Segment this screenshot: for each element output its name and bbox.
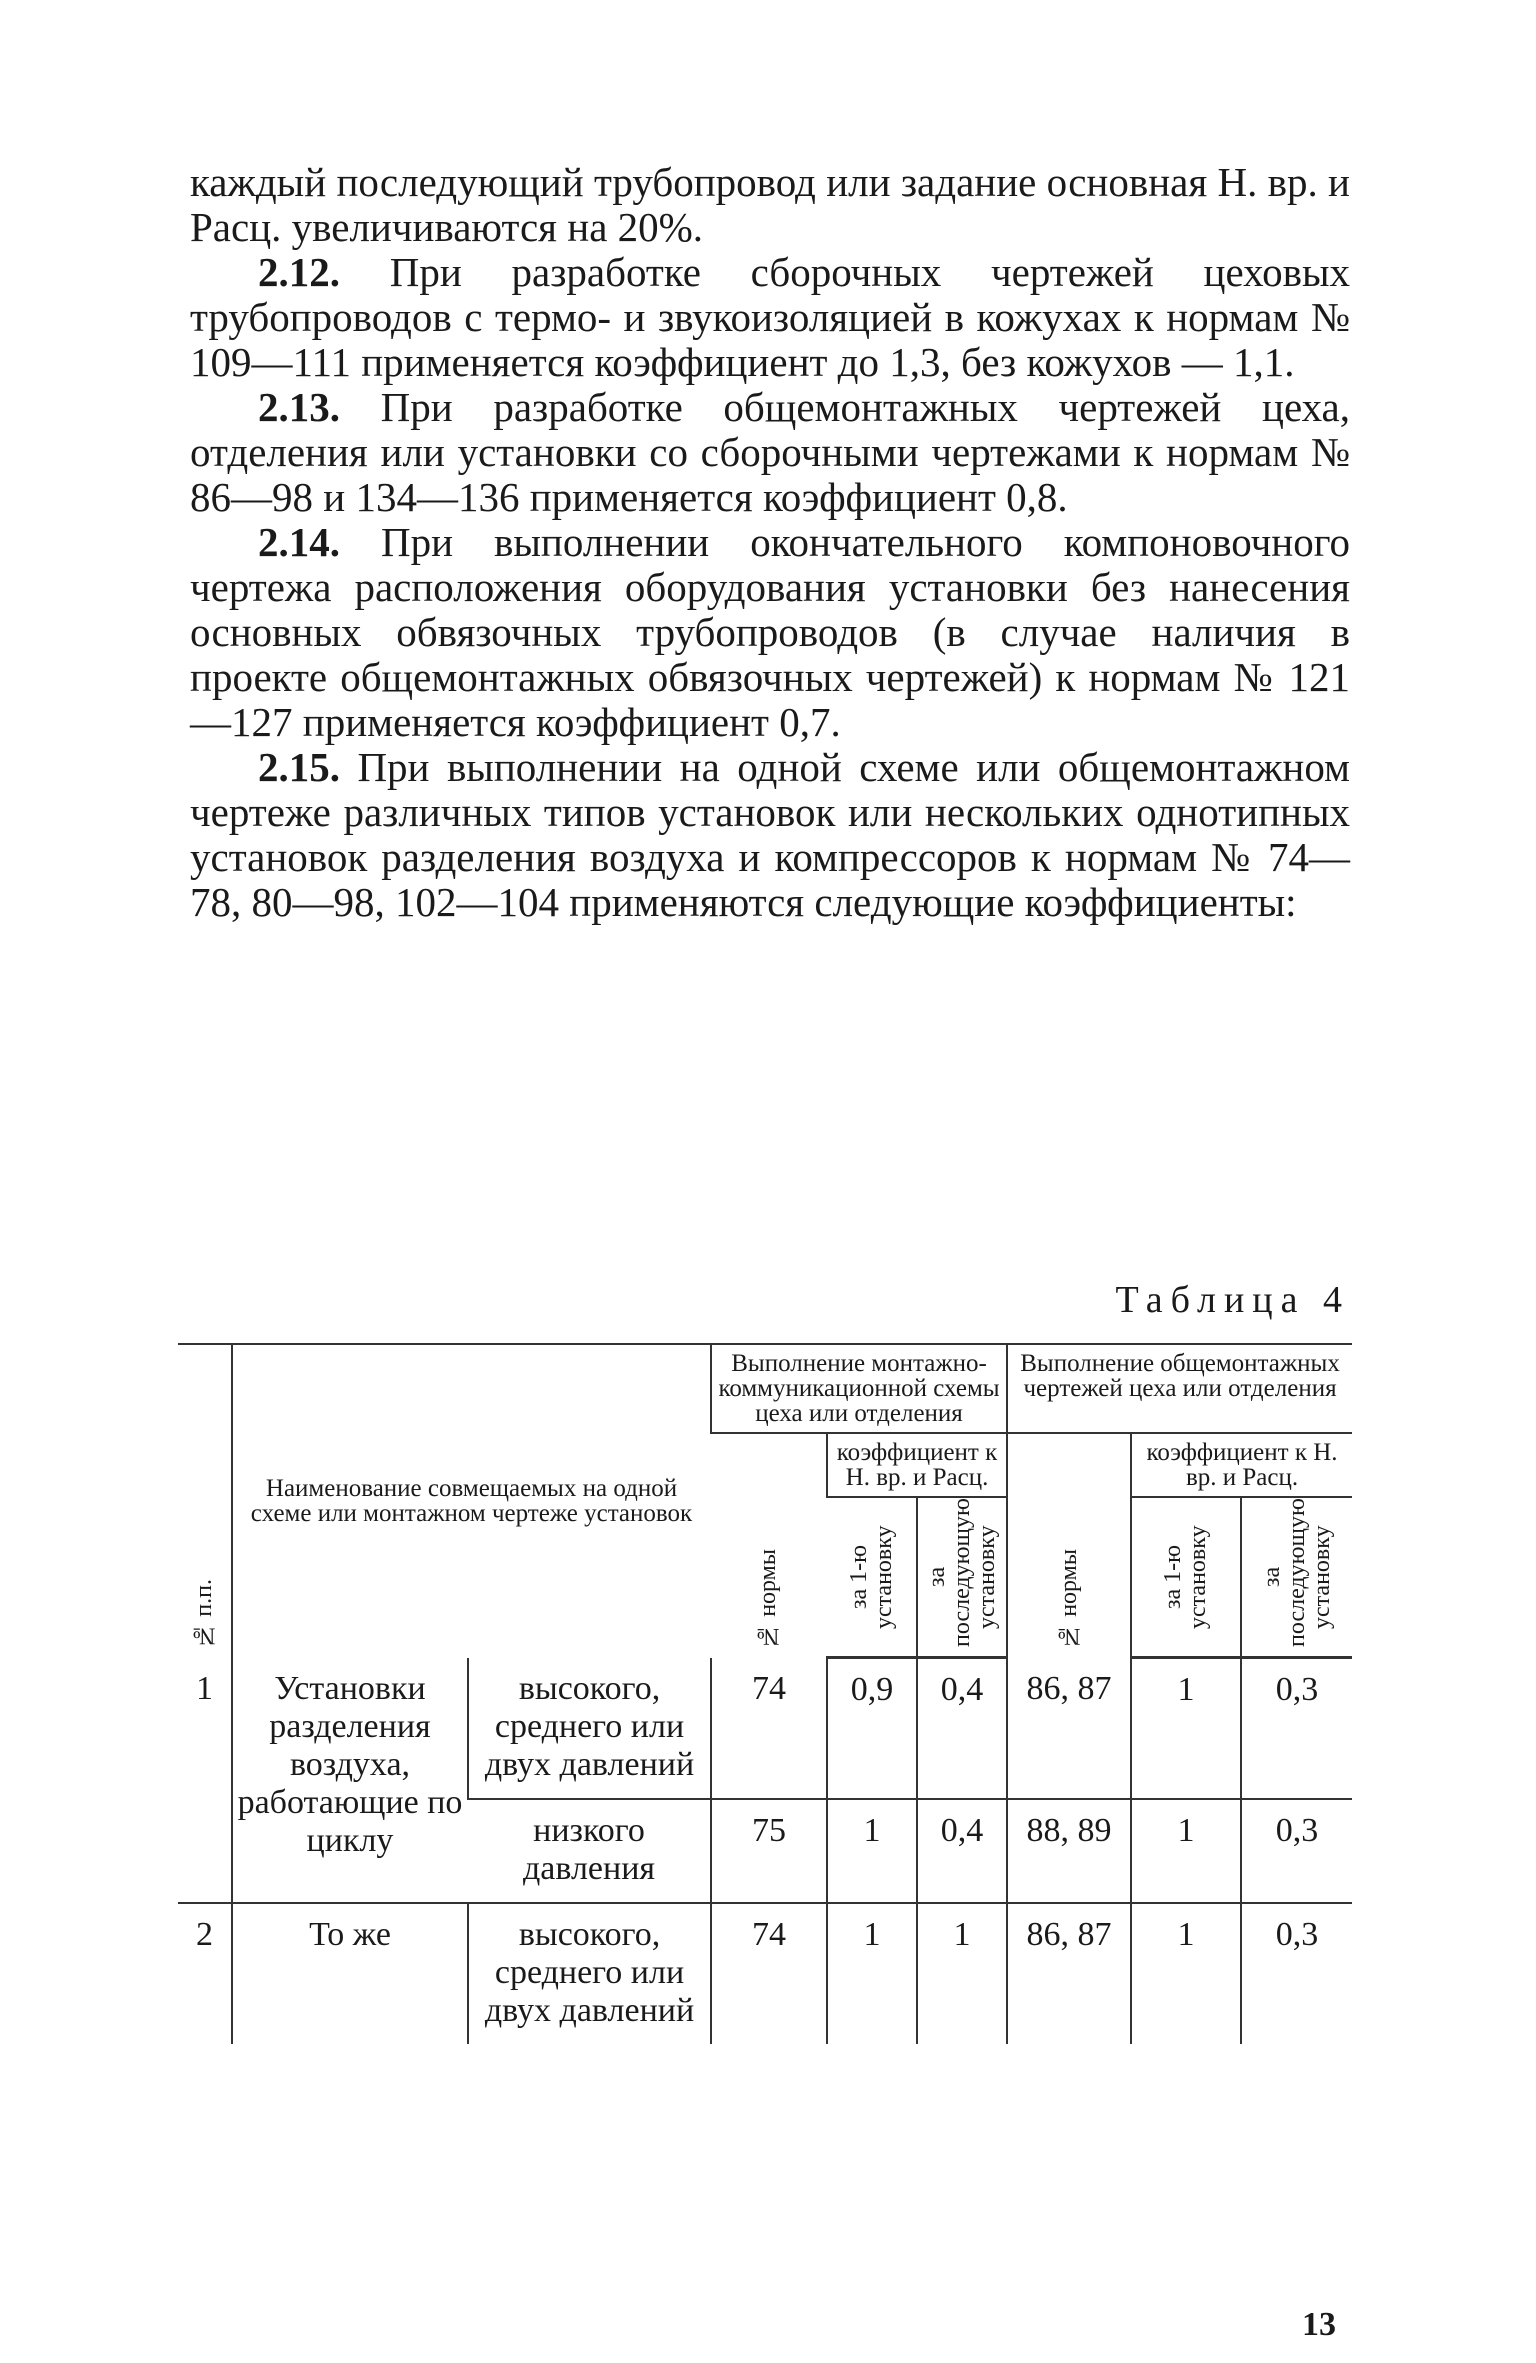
clause-number: 2.14. [258, 519, 340, 565]
pressure-type: высокого, среднего или двух давлений [468, 1903, 711, 2044]
installation-name: То же [232, 1903, 468, 2044]
norm-number-1: 75 [711, 1799, 827, 1903]
pressure-type: высокого, среднего или двух давлений [468, 1658, 711, 1799]
clause-text: При разработке сборочных чертежей цеховых трубопроводов с термо- и звукоизоляцией в кожухах к нормам № 109—111 применяется коэффициент до 1,3, без кожухов — 1,1. [190, 249, 1351, 385]
norm-number-2: 88, 89 [1007, 1799, 1131, 1903]
coef-first-2: 1 [1131, 1658, 1241, 1799]
header-group-scheme: Выполнение монтажно-коммуникационной схемы цеха или отделения [711, 1344, 1007, 1433]
table-row [178, 1658, 1352, 1799]
header-first-installation-1: за 1-ю установку [827, 1497, 917, 1658]
header-next-installation-2: за последующую установку [1241, 1497, 1352, 1658]
clause-number: 2.12. [258, 249, 340, 295]
coef-next-2: 0,3 [1241, 1799, 1352, 1903]
header-coefficient-1: коэффициент к Н. вр. и Расц. [827, 1433, 1007, 1497]
coef-first-2: 1 [1131, 1903, 1241, 2044]
header-next-installation-1: за последующую установку [917, 1497, 1007, 1658]
norm-number-2: 86, 87 [1007, 1903, 1131, 2044]
pressure-type: низкого давления [468, 1799, 711, 1903]
clause-text: При разработке общемонтажных чертежей цеха, отделения или установки со сборочными чертежами к нормам № 86—98 и 134—136 применяется коэффициент 0,8. [190, 384, 1351, 520]
table-caption: Таблица 4 [1115, 1279, 1350, 1321]
header-group-drawings: Выполнение общемонтажных чертежей цеха или отделения [1007, 1344, 1352, 1433]
header-norm-number-1: № нормы [711, 1433, 827, 1658]
installation-name: Установки разделения воздуха, работающие по циклу [232, 1658, 468, 1903]
norm-number-1: 74 [711, 1903, 827, 2044]
body-text [190, 160, 1350, 925]
page [190, 159, 1351, 2343]
coefficients-table [178, 1343, 1352, 2044]
header-coefficient-2: коэффициент к Н. вр. и Расц. [1131, 1433, 1352, 1497]
coef-first-1: 0,9 [827, 1658, 917, 1799]
page-number: 13 [1302, 2306, 1336, 2343]
paragraph-continuation: каждый последующий трубопровод или задание основная Н. вр. и Расц. увеличиваются на 20%. [190, 159, 1350, 250]
clause-number: 2.15. [258, 744, 340, 790]
norm-number-2: 86, 87 [1007, 1658, 1131, 1799]
clause-text: При выполнении на одной схеме или общемонтажном чертеже различных типов установок или нескольких однотипных установок разделения воздуха и компрессоров к нормам № 74—78, 80—98, 102—104 применяются следующие коэффициенты: [190, 744, 1350, 925]
norm-number-1: 74 [711, 1658, 827, 1799]
paragraph-2-14 [190, 520, 1350, 745]
header-first-installation-2: за 1-ю установку [1131, 1497, 1241, 1658]
coef-first-2: 1 [1131, 1799, 1241, 1903]
coef-next-2: 0,3 [1241, 1903, 1352, 2044]
header-norm-number-2: № нормы [1007, 1433, 1131, 1658]
coef-next-1: 0,4 [917, 1799, 1007, 1903]
coef-first-1: 1 [827, 1903, 917, 2044]
clause-number: 2.13. [258, 384, 340, 430]
row-number: 1 [196, 1669, 213, 1707]
header-installation-name: Наименование совмещаемых на одной схеме или монтажном чертеже установок [232, 1344, 711, 1658]
coef-next-1: 0,4 [917, 1658, 1007, 1799]
header-row-number: № п.п. [178, 1344, 232, 1658]
table-row [178, 1903, 1352, 2044]
coef-next-2: 0,3 [1241, 1658, 1352, 1799]
paragraph-2-15 [190, 745, 1350, 925]
clause-text: При выполнении окончательного компоновочного чертежа расположения оборудования установки без нанесения основных обвязочных трубопроводов (в случае наличия в проекте общемонтажных обвязочных чертежей) к нормам № 121—127 применяется коэффициент 0,7. [190, 519, 1350, 745]
coef-first-1: 1 [827, 1799, 917, 1903]
row-number: 2 [178, 1903, 232, 2044]
paragraph-2-12 [190, 250, 1350, 385]
coef-next-1: 1 [917, 1903, 1007, 2044]
paragraph-2-13 [190, 385, 1350, 520]
